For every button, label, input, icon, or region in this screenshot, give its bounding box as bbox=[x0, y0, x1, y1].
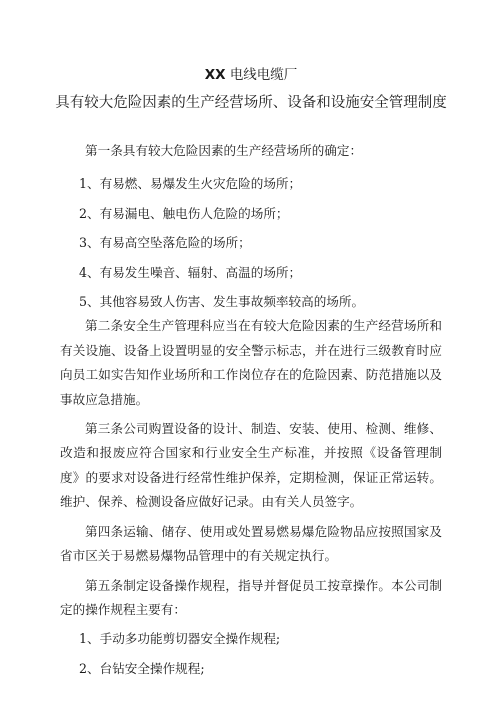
document-title: 具有较大危险因素的生产经营场所、设备和设施安全管理制度 bbox=[55, 95, 447, 111]
company-prefix: XX bbox=[204, 67, 226, 83]
article-3: 第三条公司购置设备的设计、制造、安装、使用、检测、维修、改造和报废应符合国家和行业安全生产标准，并按照《设备管理制度》的要求对设备进行经常性维护保养，定期检测，保证正常运转。维护、保养、检测设备应做好记录。由有关人员签字。 bbox=[60, 421, 442, 510]
article-1-item: 5、其他容易致人伤害、发生事故频率较高的场所。 bbox=[79, 294, 365, 310]
company-name-text: 电线电缆厂 bbox=[229, 67, 298, 83]
article-1-item: 1、有易燃、易爆发生火灾危险的场所； bbox=[79, 176, 302, 192]
company-name bbox=[60, 66, 442, 84]
article-1-item: 3、有易高空坠落危险的场所； bbox=[79, 235, 251, 251]
article-4: 第四条运输、储存、使用或处置易燃易爆危险物品应按照国家及省市区关于易燃易爆物品管理中的有关规定执行。 bbox=[60, 523, 442, 564]
article-5-intro: 第五条制定设备操作规程，指导并督促员工按章操作。本公司制定的操作规程主要有： bbox=[60, 577, 442, 617]
document-page bbox=[55, 66, 447, 681]
article-5-item: 1、手动多功能剪切器安全操作规程; bbox=[79, 631, 281, 647]
article-5-item: 2、台钻安全操作规程; bbox=[79, 660, 205, 676]
article-1-intro: 第一条具有较大危险因素的生产经营场所的确定： bbox=[85, 143, 363, 158]
article-2: 第二条安全生产管理科应当在有较大危险因素的生产经营场所和有关设施、设备上设置明显的安全警示标志，并在进行三级教育时应向员工如实告知作业场所和工作岗位存在的危险因素、防范措施以及事故应急措施。 bbox=[60, 318, 442, 407]
article-1-item: 2、有易漏电、触电伤人危险的场所； bbox=[79, 205, 289, 221]
article-1-item: 4、有易发生噪音、辐射、高温的场所； bbox=[79, 264, 302, 280]
